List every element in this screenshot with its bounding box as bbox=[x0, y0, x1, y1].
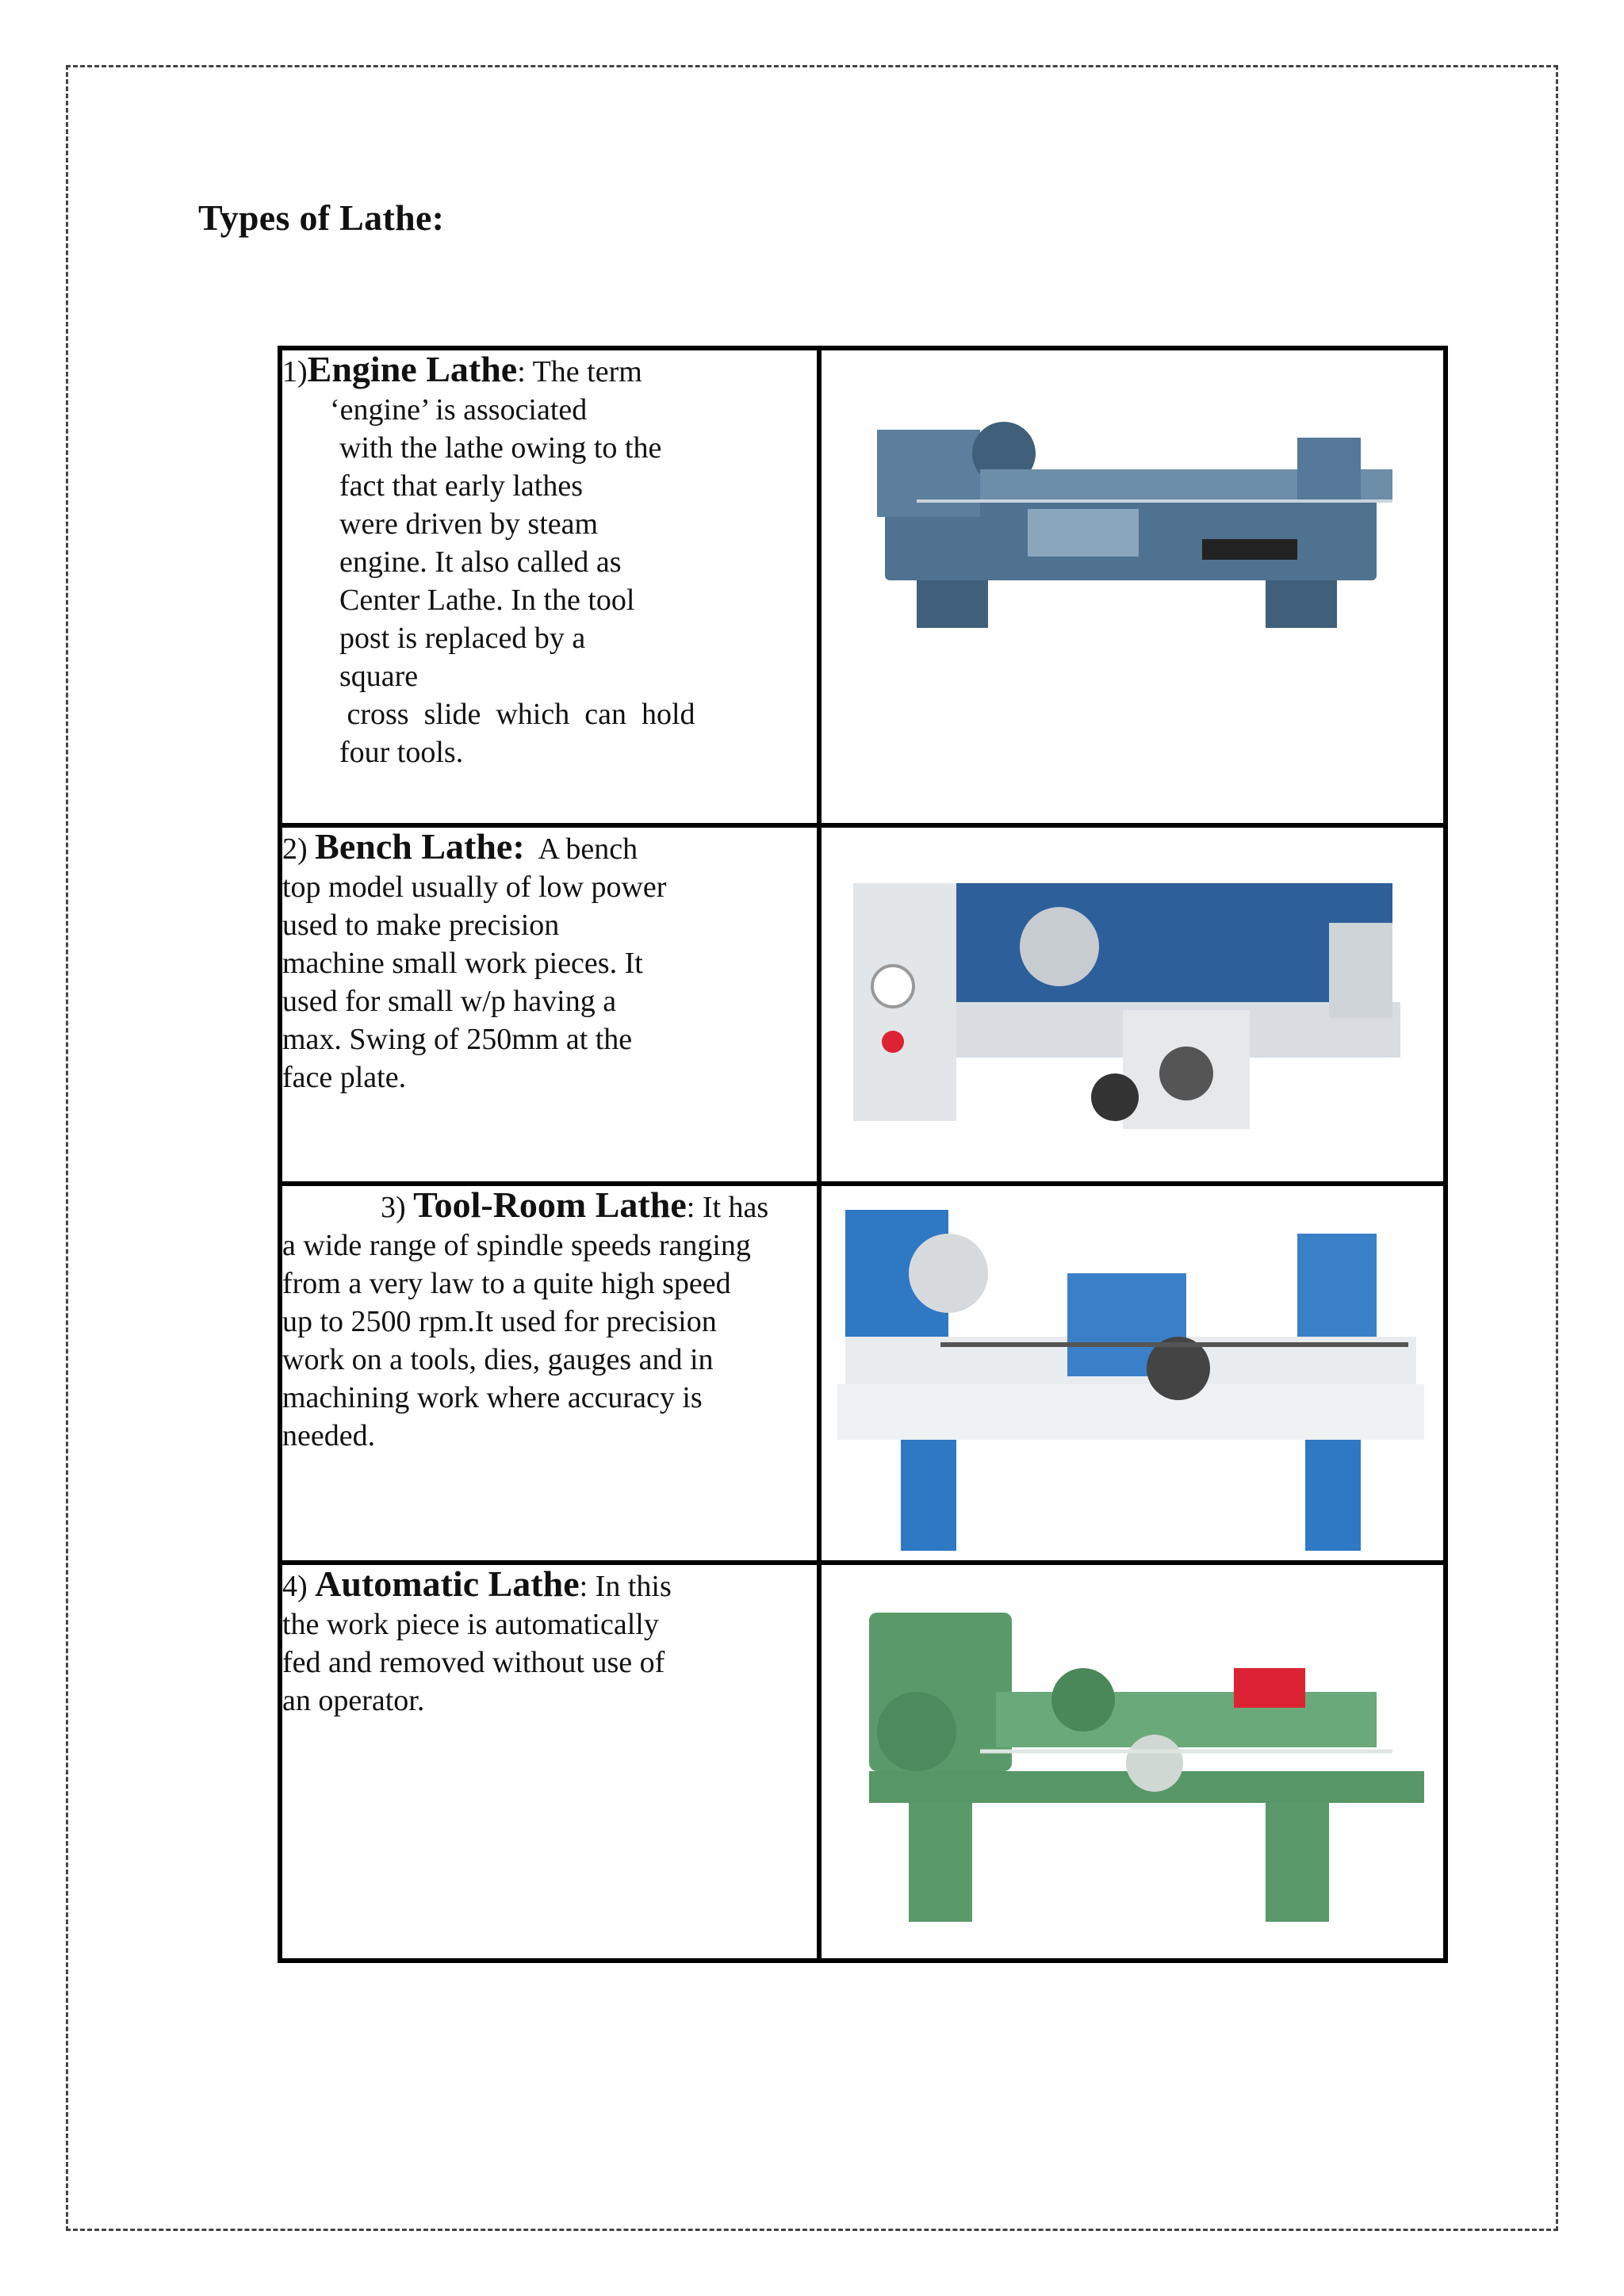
page-title: Types of Lathe: bbox=[198, 197, 445, 238]
lathe-name: Bench Lathe: bbox=[315, 826, 525, 867]
bench-lathe-description: 2) Bench Lathe: A bench top model usually of low power used to make precision machine small work pieces. It used for small w/p having a max. Swing of 250mm at the face plate. bbox=[280, 825, 819, 1184]
lathe-name: Tool-Room Lathe bbox=[413, 1184, 687, 1225]
tool-room-lathe-photo bbox=[822, 1186, 1440, 1556]
automatic-lathe-photo bbox=[822, 1565, 1440, 1954]
lathe-name: Automatic Lathe bbox=[315, 1563, 580, 1604]
lathe-types-table bbox=[278, 346, 1448, 1963]
bench-lathe-photo bbox=[822, 828, 1440, 1177]
table-row bbox=[280, 1563, 1446, 1961]
lathe-name: Engine Lathe bbox=[307, 349, 518, 389]
engine-lathe-image-cell bbox=[819, 348, 1446, 825]
automatic-lathe-image-cell bbox=[819, 1563, 1446, 1961]
engine-lathe-description: 1)Engine Lathe: The term ‘engine’ is associated with the lathe owing to the fact that early lathes were driven by steam engine. It also called as Center Lathe. In the tool post is replaced by a square cross slide which can hold four tools. bbox=[280, 348, 819, 825]
automatic-lathe-description: 4) Automatic Lathe: In this the work piece is automatically fed and removed without use of an operator. bbox=[280, 1563, 819, 1961]
table-row bbox=[280, 1184, 1446, 1563]
tool-room-lathe-description: 3) Tool-Room Lathe: It has a wide range of spindle speeds ranging from a very law to a quite high speed up to 2500 rpm.It used for precision work on a tools, dies, gauges and in machining work where accuracy is needed. bbox=[280, 1184, 819, 1563]
bench-lathe-image-cell bbox=[819, 825, 1446, 1184]
tool-room-lathe-image-cell bbox=[819, 1184, 1446, 1563]
table-row bbox=[280, 348, 1446, 825]
table-row bbox=[280, 825, 1446, 1184]
engine-lathe-photo bbox=[822, 350, 1440, 818]
